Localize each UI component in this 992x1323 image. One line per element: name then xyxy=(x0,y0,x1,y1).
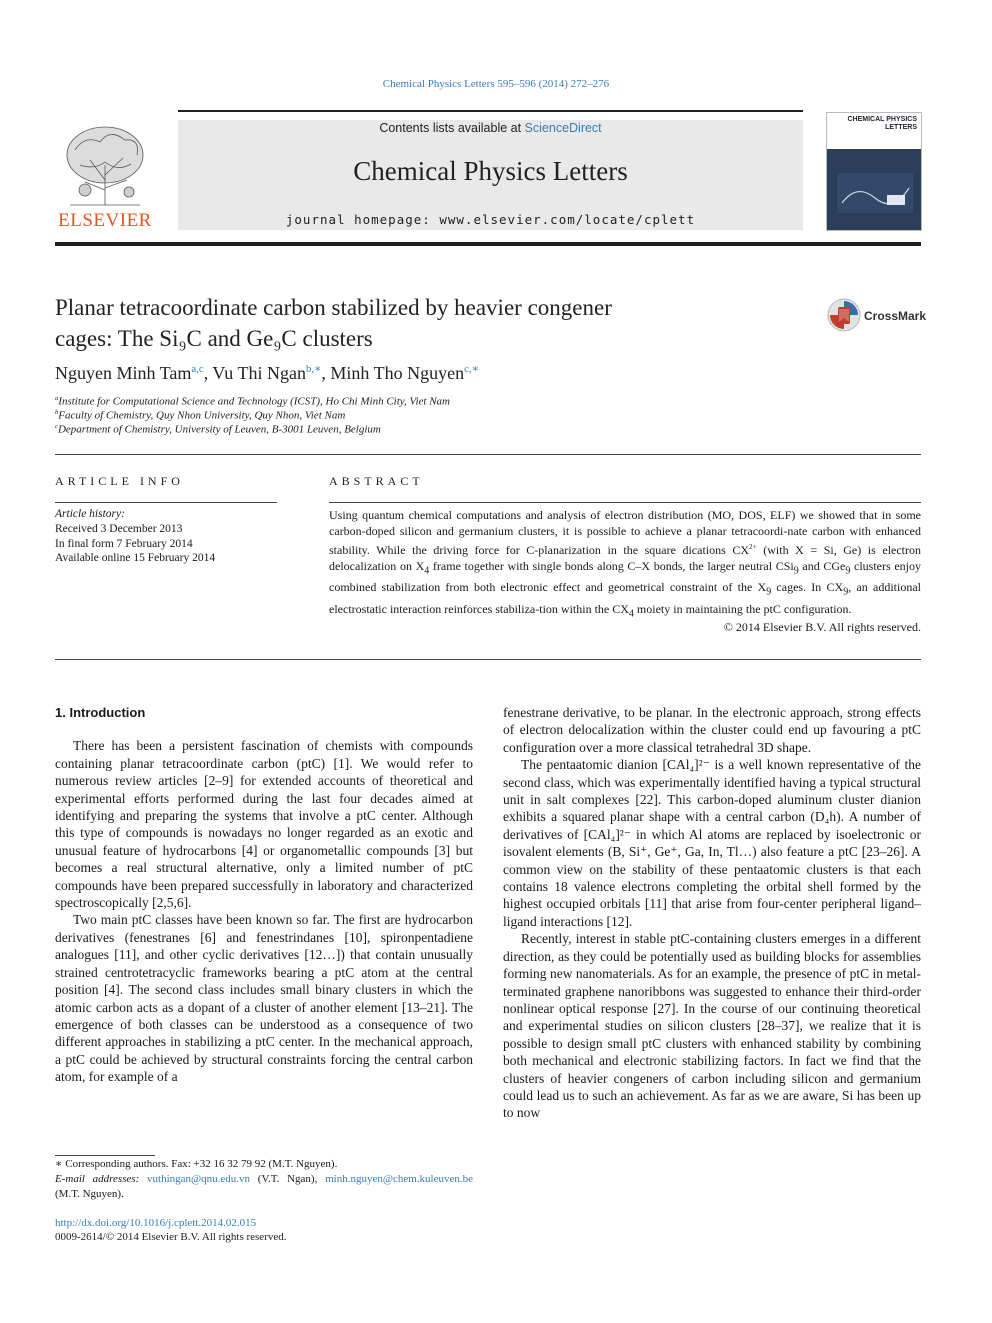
abstract-text: CX xyxy=(732,543,750,557)
article-info-rule xyxy=(55,502,277,503)
author-name: Minh Tho Nguyen xyxy=(330,363,465,383)
cover-title: CHEMICAL PHYSICS LETTERS xyxy=(847,116,917,131)
affiliation xyxy=(55,395,450,408)
subscript: 9 xyxy=(766,586,772,598)
body-paragraph: The pentaatomic dianion [CAl₄]²⁻ is a well known representative of the second class, which was experimentally identified having a typical structural unit in salt complexes [22]. This carbon-doped aluminum cluster dianion exhibits a squared planar shape with a central carbon (D₄h). A number of derivatives of [CAl₄]²⁻ in which Al atoms are replaced by isoelectronic or isovalent elements (B, Si⁺, Ge⁺, Ga, In, Tl…) also feature a ptC [23–26]. A common view on the stability of these pentaatomic clusters is that each contains 18 valence electrons completing the orbital shell formed by the highest occupied orbitals [11] that arise from four-center peripheral ligand–ligand interactions [12]. xyxy=(503,757,921,929)
affiliation-mark: c xyxy=(55,423,58,430)
final-form-date: In final form 7 February 2014 xyxy=(55,537,193,550)
abstract-rule xyxy=(329,502,921,503)
affiliation-mark: b xyxy=(55,409,59,416)
contents-prefix: Contents lists available at xyxy=(379,121,525,135)
author-affil-mark[interactable]: a,c xyxy=(191,363,204,375)
history-label: Article history: xyxy=(55,508,125,520)
corresponding-author-note: ∗ Corresponding authors. Fax: +32 16 32 79 92 (M.T. Nguyen). xyxy=(55,1158,338,1170)
journal-homepage xyxy=(178,212,803,227)
abstract-text: moiety in maintaining the ptC configuration. xyxy=(633,601,852,616)
subscript: 9 xyxy=(793,565,799,577)
abstract-text: and CGe xyxy=(798,559,846,573)
contents-availability xyxy=(178,121,803,135)
author-separator: , xyxy=(203,363,213,383)
received-date: Received 3 December 2013 xyxy=(55,522,183,535)
journal-cover-thumbnail[interactable] xyxy=(826,112,922,231)
body-column-left xyxy=(55,704,473,1086)
subscript: 9 xyxy=(845,565,851,577)
charge-superscript: 2+ xyxy=(749,543,757,551)
article-info-heading: ARTICLE INFO xyxy=(55,474,184,488)
abstract-text: Using quantum chemical computations and analysis of electron distribution (MO, DOS, ELF) we showed that in some carbon-doped silicon and germanium clusters, it is possible to achieve a planar tetracoordi-nate carbon with enhanced stability. While the driving force for C-planarization in the square dications xyxy=(329,508,921,557)
affiliation xyxy=(55,409,345,422)
subscript: 4 xyxy=(628,608,634,620)
affiliation xyxy=(55,423,381,436)
affiliation-mark: a xyxy=(55,395,59,402)
homepage-url[interactable]: www.elsevier.com/locate/cplett xyxy=(439,212,696,227)
crossmark-label[interactable]: CrossMark xyxy=(864,309,927,323)
footnote-rule xyxy=(55,1155,155,1156)
introduction-heading: 1. Introduction xyxy=(55,705,146,720)
body-paragraph: fenestrane derivative, to be planar. In the electronic approach, strong effects of electron delocalization within the cluster could end up favouring a ptC configuration over a more classical tetrahedral 3D shape. xyxy=(503,705,921,755)
section-rule xyxy=(55,659,921,660)
online-date: Available online 15 February 2014 xyxy=(55,552,216,565)
issn-copyright: 0009-2614/© 2014 Elsevier B.V. All rights reserved. xyxy=(55,1231,287,1243)
email-link[interactable]: minh.nguyen@chem.kuleuven.be xyxy=(325,1173,473,1185)
article-title-line2: cages: The Si₉C and Ge₉C clusters xyxy=(55,326,373,351)
body-paragraph: Recently, interest in stable ptC-containing clusters emerges in a different direction, as they could be potentially used as building blocks for assemblies forming new nanomaterials. As for an example, the presence of ptC in metal-terminated graphene nanoribbons was suggested to enhance their third-order nonlinear optical response [27]. In the course of our continuing theoretical and experimental studies on silicon clusters [28–37], we realize that it is possible to design small ptC clusters with enhanced stability by combining both mechanical and electronic stabilizing factors. In fact we find that the clusters of heavier congeners of carbon including silicon and germanium could lead us to such an achievement. As far as we are aware, Si has been up to now xyxy=(503,931,921,1121)
abstract-text: clusters enjoy combined stabilization from both electronic effect and geometrical constraint of the X xyxy=(329,559,921,595)
email-label: E-mail addresses: xyxy=(55,1173,148,1185)
subscript: 9 xyxy=(843,586,849,598)
affiliation-text: Department of Chemistry, University of Leuven, B-3001 Leuven, Belgium xyxy=(57,423,381,436)
header-bottom-rule xyxy=(55,242,921,246)
author-affil-mark[interactable]: b,∗ xyxy=(305,363,322,375)
body-paragraph: Two main ptC classes have been known so far. The first are hydrocarbon derivatives (fenestranes [6] and fenestrindanes [10], spironpentadiene analogues [11], and other cyclic derivatives [12…]) that contain unusually strained centrotetracyclic frameworks bearing a ptC atom at the central position [4]. The second class includes small binary clusters in which the atomic carbon acts as a dopant of a cluster of another element [13–21]. The emergence of both classes can be understood as a consequence of two different approaches in stabilizing a ptC center. In the mechanical approach, a ptC could be achieved by structural constraints forcing the central carbon atom, for example of a xyxy=(55,912,473,1085)
article-title-line1: Planar tetracoordinate carbon stabilized by heavier congener xyxy=(55,295,612,320)
abstract-body xyxy=(329,507,921,622)
body-column-right xyxy=(503,704,921,1122)
author-list xyxy=(55,362,855,384)
abstract-copyright: © 2014 Elsevier B.V. All rights reserved. xyxy=(723,620,921,634)
subscript: 4 xyxy=(424,565,430,577)
email-link[interactable]: vuthingan@qnu.edu.vn xyxy=(147,1173,251,1185)
cover-graphic-icon xyxy=(837,173,913,213)
author-name: Vu Thi Ngan xyxy=(212,363,306,383)
abstract-text: (with X = Si, Ge) is electron delocalization on X xyxy=(329,543,922,573)
journal-reference-link[interactable]: Chemical Physics Letters 595–596 (2014) 272–276 xyxy=(382,78,610,90)
body-paragraph: There has been a persistent fascination of chemists with compounds containing planar tetracoordinate carbon (ptC) [1]. We would refer to numerous review articles [2–9] for extended accounts of theoretical and experimental efforts performed during the last four decades aimed at identifying and preparing the systems that involve a ptC center. Although this type of compounds is nowadays no longer regarded as an exotic and unusual feature of hydrocarbons [4] or organometallic compounds [3] but becomes a real structural alternative, only a limited number of ptC compounds have been prepared successfully in laboratory and characterized spectroscopically [2,5,6]. xyxy=(55,738,473,911)
abstract-text: , an additional electrostatic interaction reinforces stabiliza-tion within the CX xyxy=(329,580,921,616)
section-rule xyxy=(55,454,921,455)
abstract-heading: ABSTRACT xyxy=(329,474,424,488)
homepage-prefix: journal homepage: xyxy=(285,212,440,227)
article-history xyxy=(55,507,277,566)
email-owner: (V.T. Ngan), xyxy=(250,1173,326,1185)
elsevier-tree-icon xyxy=(55,120,155,210)
affiliation-text: Institute for Computational Science and Technology (ICST), Ho Chi Minh City, Viet Nam xyxy=(58,395,450,408)
author-separator: , xyxy=(321,363,331,383)
doi-link[interactable]: http://dx.doi.org/10.1016/j.cplett.2014.02.015 xyxy=(55,1217,257,1229)
article-title xyxy=(55,292,775,354)
abstract-text: cages. In CX xyxy=(771,580,844,595)
email-addresses xyxy=(55,1172,473,1202)
footnote xyxy=(55,1157,473,1202)
journal-name: Chemical Physics Letters xyxy=(353,156,628,186)
author-affil-mark[interactable]: c,∗ xyxy=(464,363,479,375)
abstract-text: frame together with single bonds along C–X bonds, the larger neutral CSi xyxy=(429,559,794,573)
affiliation-text: Faculty of Chemistry, Quy Nhon University, Quy Nhon, Viet Nam xyxy=(58,409,346,422)
sciencedirect-link[interactable]: ScienceDirect xyxy=(524,121,602,135)
author-name: Nguyen Minh Tam xyxy=(55,363,192,383)
email-owner: (M.T. Nguyen). xyxy=(55,1188,124,1200)
elsevier-wordmark: ELSEVIER xyxy=(58,210,152,231)
header-top-rule xyxy=(178,110,803,112)
crossmark-icon xyxy=(826,297,862,333)
